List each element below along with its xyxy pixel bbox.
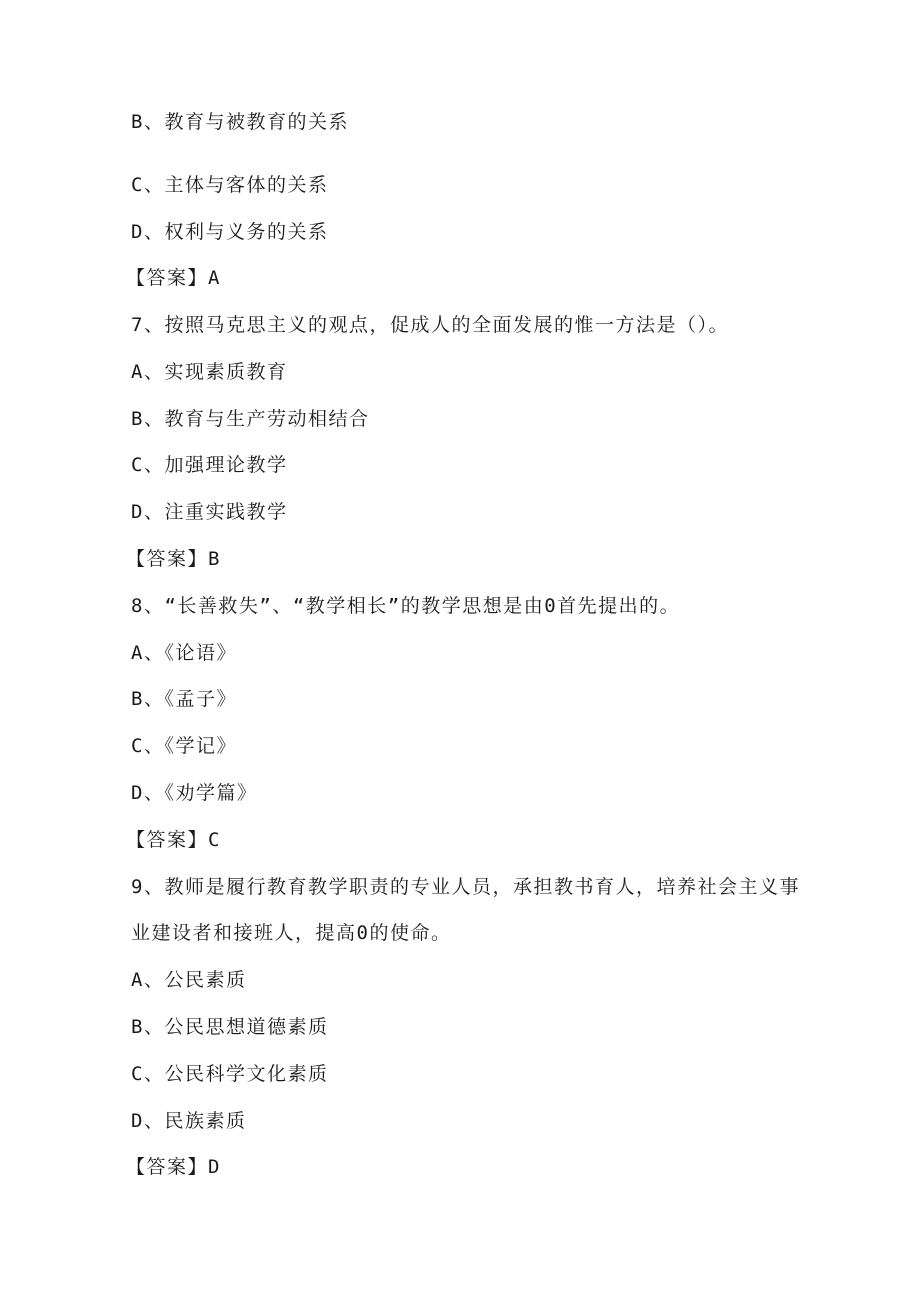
q6-option-b: B、教育与被教育的关系 xyxy=(131,111,349,133)
q9-option-b: B、公民思想道德素质 xyxy=(131,1016,329,1038)
q8-question: 8、“长善救失”、“教学相长”的教学思想是由0首先提出的。 xyxy=(131,595,681,617)
q9-question-line1: 9、教师是履行教育教学职责的专业人员，承担教书育人，培养社会主义事 xyxy=(131,876,800,898)
q7-answer: 【答案】B xyxy=(126,548,221,570)
q7-option-b: B、教育与生产劳动相结合 xyxy=(131,408,370,430)
q8-option-d: D、《劝学篇》 xyxy=(131,782,258,804)
q8-option-a: A、《论语》 xyxy=(131,642,237,664)
q6-option-c: C、主体与客体的关系 xyxy=(131,174,329,196)
q9-answer: 【答案】D xyxy=(126,1156,221,1178)
q8-option-c: C、《学记》 xyxy=(131,735,237,757)
q7-question: 7、按照马克思主义的观点，促成人的全面发展的惟一方法是（）。 xyxy=(131,314,729,336)
q7-option-d: D、注重实践教学 xyxy=(131,501,288,523)
q9-question-line2: 业建设者和接班人，提高0的使命。 xyxy=(131,922,452,944)
q7-option-a: A、实现素质教育 xyxy=(131,361,288,383)
q8-answer: 【答案】C xyxy=(126,829,221,851)
q7-option-c: C、加强理论教学 xyxy=(131,454,288,476)
q9-option-c: C、公民科学文化素质 xyxy=(131,1063,329,1085)
q8-option-b: B、《孟子》 xyxy=(131,688,237,710)
q6-answer: 【答案】A xyxy=(126,267,221,289)
q9-option-a: A、公民素质 xyxy=(131,969,247,991)
q6-option-d: D、权利与义务的关系 xyxy=(131,221,329,243)
q9-option-d: D、民族素质 xyxy=(131,1110,247,1132)
